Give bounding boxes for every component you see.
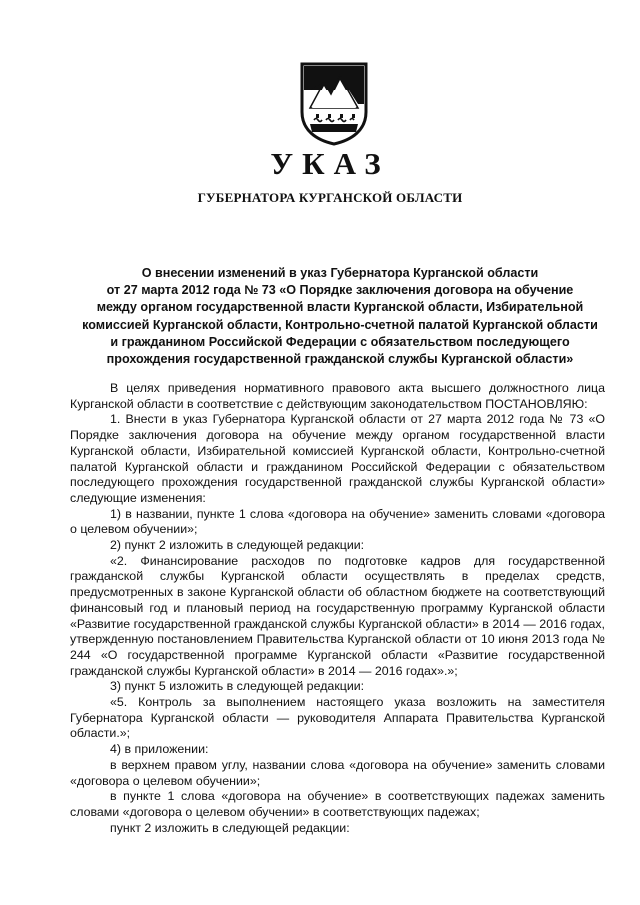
heading-line: от 27 марта 2012 года № 73 «О Порядке заключения договора на обучение — [106, 283, 574, 298]
paragraph-subitem-4: 4) в приложении: — [110, 742, 209, 757]
decree-heading — [80, 265, 600, 368]
paragraph-item-1: 1. Внести в указ Губернатора Курганской области от 27 марта 2012 года № 73 «О Порядке заключения договора на обучение между органом государственной власти Курганской области, Избирательной комиссией Курганской области, Контрольно-счетной палатой Курганской области и гражданином Российской Федерации с обязательством последующего прохождения государственной гражданской службы Курганской области» следующие изменения: — [70, 412, 605, 505]
paragraph-preamble: В целях приведения нормативного правового акта высшего должностного лица Курганской области в соответствие с действующим законодательством ПОСТАНОВЛЯЮ: — [70, 381, 605, 411]
kurgan-coat-of-arms-icon — [298, 60, 370, 146]
paragraph-subitem-1: 1) в названии, пункте 1 слова «договора на обучение» заменить словами «договора о целевом обучении»; — [70, 506, 605, 537]
paragraph-appendix-3: пункт 2 изложить в следующей редакции: — [110, 820, 350, 835]
paragraph-appendix-1: в верхнем правом углу, названии слова «договора на обучение» заменить словами «договора о целевом обучении»; — [70, 757, 605, 788]
heading-line: между органом государственной власти Курганской области, Избирательной — [96, 300, 584, 315]
paragraph-appendix-2: в пункте 1 слова «договора на обучение» в соответствующих падежах заменить словами «договора о целевом обучении» в соответствующих падежах; — [70, 789, 605, 819]
paragraph-subitem-2: 2) пункт 2 изложить в следующей редакции: — [110, 538, 365, 553]
paragraph-quote-5: «5. Контроль за выполнением настоящего указа возложить на заместителя Губернатора Курганской области — руководителя Аппарата Правительства Курганской области.»; — [70, 695, 605, 741]
paragraph-quote-2: «2. Финансирование расходов по подготовке кадров для государственной гражданской службы Курганской области осуществлять в пределах средств, предусмотренных в законе Курганской области об областном бюджете на соответствующий финансовый год и плановый период на государственную программу Курганской области «Развитие государственной гражданской службы Курганской области» в 2014 — 2016 годах, утвержденную постановлением Правительства Курганской области от 10 июня 2013 года № 244 «О государственной программе Курганской области «Развитие государственной гражданской службы Курганской области» в 2014 — 2016 годах».»; — [70, 553, 605, 678]
heading-line: и гражданином Российской Федерации с обязательством последующего — [110, 334, 570, 349]
decree-body — [70, 381, 605, 836]
decree-title: УКАЗ — [270, 146, 390, 181]
paragraph-subitem-3: 3) пункт 5 изложить в следующей редакции: — [110, 679, 365, 694]
heading-line: комиссией Курганской области, Контрольно-счетной палатой Курганской области — [82, 317, 598, 332]
decree-issuer: ГУБЕРНАТОРА КУРГАНСКОЙ ОБЛАСТИ — [197, 190, 463, 205]
heading-line: О внесении изменений в указ Губернатора Курганской области — [141, 266, 539, 280]
heading-line: прохождения государственной гражданской службы Курганской области» — [106, 352, 574, 367]
